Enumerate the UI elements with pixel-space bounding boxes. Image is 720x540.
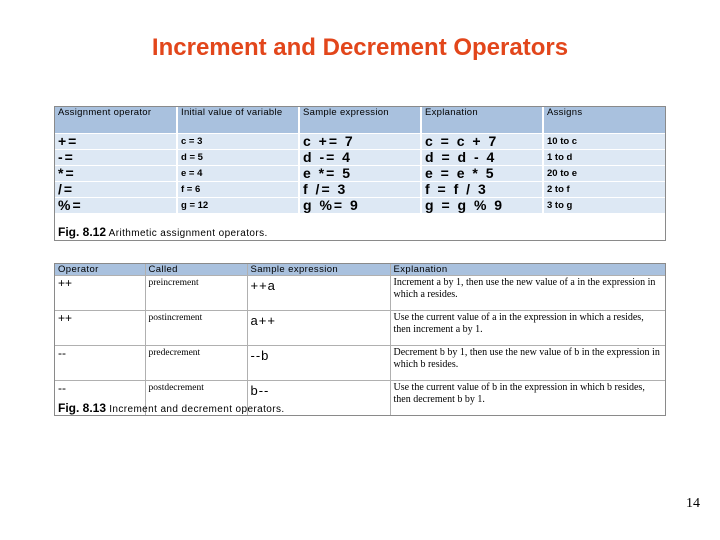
table-row bbox=[55, 134, 665, 150]
operator-cell: ++ bbox=[55, 311, 145, 346]
figure-caption-text: Increment and decrement operators. bbox=[109, 404, 285, 415]
operator-cell: += bbox=[55, 134, 177, 150]
operator-cell: ++ bbox=[55, 276, 145, 311]
sample-expression-cell: ++a bbox=[247, 276, 390, 311]
explanation-cell: Decrement b by 1, then use the new value of b in the expression in which b resides. bbox=[390, 346, 665, 381]
explanation-cell: f = f / 3 bbox=[421, 182, 543, 198]
assignment-operators-table bbox=[55, 107, 665, 213]
called-cell: postdecrement bbox=[145, 381, 247, 416]
figure-number: Fig. 8.13 bbox=[58, 401, 107, 415]
column-header: Assigns bbox=[543, 107, 665, 134]
explanation-cell: c = c + 7 bbox=[421, 134, 543, 150]
table-header-row bbox=[55, 264, 665, 276]
page-number: 14 bbox=[686, 496, 700, 511]
explanation-cell: Increment a by 1, then use the new value of a in the expression in which a resides. bbox=[390, 276, 665, 311]
sample-expression-cell: c += 7 bbox=[299, 134, 421, 150]
slide-title: Increment and Decrement Operators bbox=[151, 34, 569, 61]
column-header: Called bbox=[145, 264, 247, 276]
sample-expression-cell: d -= 4 bbox=[299, 150, 421, 166]
operator-cell: -= bbox=[55, 150, 177, 166]
figure-caption bbox=[55, 399, 288, 417]
initial-value-cell: g = 12 bbox=[177, 198, 299, 214]
explanation-cell: Use the current value of a in the expression in which a resides, then increment a by 1. bbox=[390, 311, 665, 346]
initial-value-cell: d = 5 bbox=[177, 150, 299, 166]
assigns-cell: 2 to f bbox=[543, 182, 665, 198]
initial-value-cell: c = 3 bbox=[177, 134, 299, 150]
figure-8-13 bbox=[54, 263, 666, 416]
sample-expression-cell: g %= 9 bbox=[299, 198, 421, 214]
table-row bbox=[55, 311, 665, 346]
column-header: Explanation bbox=[421, 107, 543, 134]
explanation-cell: g = g % 9 bbox=[421, 198, 543, 214]
operator-cell: -- bbox=[55, 381, 145, 416]
sample-expression-cell: f /= 3 bbox=[299, 182, 421, 198]
operator-cell: *= bbox=[55, 166, 177, 182]
explanation-cell: Use the current value of b in the expression in which b resides, then decrement b by 1. bbox=[390, 381, 665, 416]
figure-caption-text: Arithmetic assignment operators. bbox=[108, 228, 268, 239]
assigns-cell: 20 to e bbox=[543, 166, 665, 182]
sample-expression-cell: b-- bbox=[247, 381, 390, 416]
increment-decrement-table bbox=[55, 264, 665, 415]
figure-caption bbox=[55, 223, 271, 241]
initial-value-cell: f = 6 bbox=[177, 182, 299, 198]
sample-expression-cell: e *= 5 bbox=[299, 166, 421, 182]
called-cell: preincrement bbox=[145, 276, 247, 311]
figure-number: Fig. 8.12 bbox=[58, 225, 107, 239]
operator-cell: %= bbox=[55, 198, 177, 214]
called-cell: postincrement bbox=[145, 311, 247, 346]
table-row bbox=[55, 166, 665, 182]
table-row bbox=[55, 182, 665, 198]
assigns-cell: 10 to c bbox=[543, 134, 665, 150]
operator-cell: -- bbox=[55, 346, 145, 381]
sample-expression-cell: --b bbox=[247, 346, 390, 381]
column-header: Explanation bbox=[390, 264, 665, 276]
table-row bbox=[55, 276, 665, 311]
table-row bbox=[55, 150, 665, 166]
column-header: Assignment operator bbox=[55, 107, 177, 134]
operator-cell: /= bbox=[55, 182, 177, 198]
assigns-cell: 1 to d bbox=[543, 150, 665, 166]
table-row bbox=[55, 346, 665, 381]
explanation-cell: e = e * 5 bbox=[421, 166, 543, 182]
table-row bbox=[55, 198, 665, 214]
column-header: Operator bbox=[55, 264, 145, 276]
initial-value-cell: e = 4 bbox=[177, 166, 299, 182]
explanation-cell: d = d - 4 bbox=[421, 150, 543, 166]
figure-8-12 bbox=[54, 106, 666, 241]
sample-expression-cell: a++ bbox=[247, 311, 390, 346]
column-header: Sample expression bbox=[247, 264, 390, 276]
assigns-cell: 3 to g bbox=[543, 198, 665, 214]
column-header: Initial value of variable bbox=[177, 107, 299, 134]
table-header-row bbox=[55, 107, 665, 134]
called-cell: predecrement bbox=[145, 346, 247, 381]
column-header: Sample expression bbox=[299, 107, 421, 134]
